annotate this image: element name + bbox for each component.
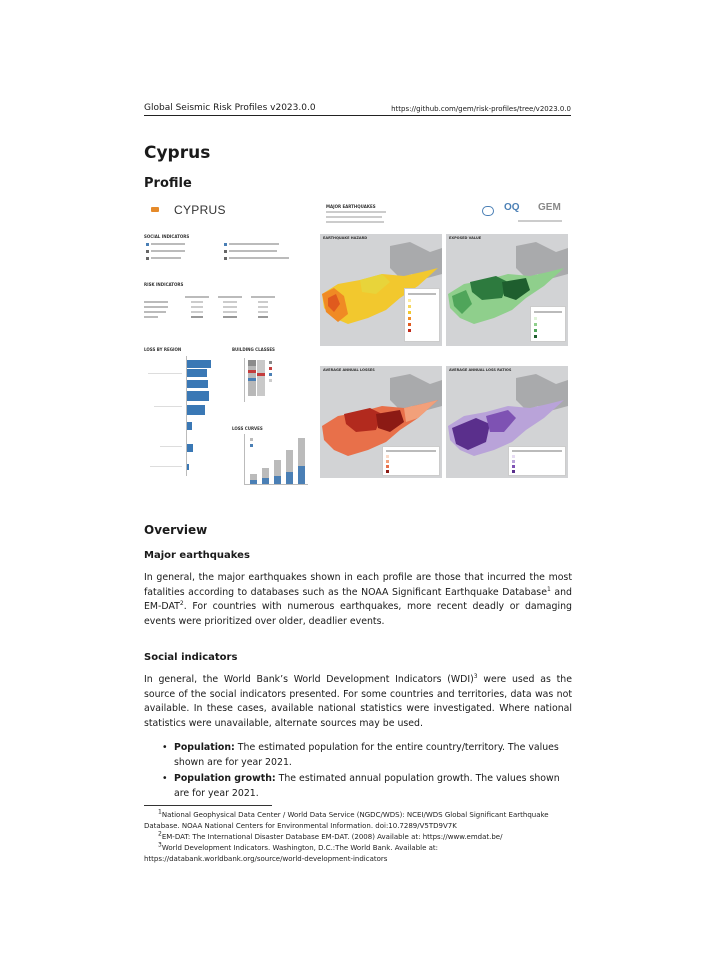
aalr-map-title: AVERAGE ANNUAL LOSS RATIOS bbox=[449, 368, 512, 372]
exposed-value-map bbox=[446, 234, 568, 346]
building-class-segment bbox=[257, 360, 265, 396]
loss-curves-heading: LOSS CURVES bbox=[232, 426, 263, 431]
legend-swatch bbox=[250, 438, 253, 441]
earthquake-entry bbox=[326, 221, 384, 223]
loss-curve-bar bbox=[262, 478, 269, 484]
legend-swatch bbox=[269, 379, 272, 382]
header-title: Global Seismic Risk Profiles v2023.0.0 bbox=[144, 103, 316, 113]
social-indicator-item bbox=[224, 242, 279, 246]
region-bar bbox=[187, 369, 207, 377]
header-url[interactable]: https://github.com/gem/risk-profiles/tree/v2023.0.0 bbox=[391, 105, 571, 113]
globe-icon bbox=[482, 206, 494, 216]
social-indicator-item bbox=[224, 256, 289, 260]
flag-icon bbox=[151, 207, 159, 212]
legend-swatch bbox=[269, 367, 272, 370]
region-bar bbox=[187, 360, 211, 368]
hazard-map-title: EARTHQUAKE HAZARD bbox=[323, 236, 368, 240]
region-label bbox=[150, 466, 182, 467]
profile-heading: Profile bbox=[144, 176, 192, 191]
earthquake-entry bbox=[326, 211, 386, 213]
loss-curves-axis bbox=[244, 434, 245, 484]
social-indicator-item bbox=[146, 256, 181, 260]
region-bar bbox=[187, 422, 192, 430]
risk-indicators-heading: RISK INDICATORS bbox=[144, 282, 184, 287]
social-indicators-heading: SOCIAL INDICATORS bbox=[144, 234, 190, 239]
loss-curve-bar bbox=[250, 480, 257, 484]
building-classes-axis bbox=[244, 358, 245, 402]
region-bar bbox=[187, 391, 209, 401]
building-class-segment bbox=[248, 370, 256, 373]
page-title: Cyprus bbox=[144, 143, 211, 163]
aalr-map-legend bbox=[508, 446, 566, 476]
social-indicators-subheading: Social indicators bbox=[144, 652, 238, 663]
major-earthquakes-paragraph: In general, the major earthquakes shown in each profile are those that incurred the most fatalities according to databases such as the NOAA Significant Earthquake Database$^1$ and EM-DAT$^2$. For countries with numerous earthquakes, more recent deadly or damaging events were prioritized over older, deadlier events. bbox=[144, 572, 572, 627]
major-earthquakes-heading: MAJOR EARTHQUAKES bbox=[326, 204, 376, 209]
legend-swatch bbox=[250, 444, 253, 447]
footnote-1: $^1$National Geophysical Data Center / World Data Service (NGDC/WDS): NCEI/WDS Global Significant Earthquake Database. NOAA National Centers for Environmental Information. doi:10.7289/V5TD9V7K bbox=[144, 808, 549, 830]
list-item: • Population growth: The estimated annual population growth. The values shown are for year 2021. bbox=[160, 772, 572, 801]
footnote-3: $^3$World Development Indicators. Washington, D.C.:The World Bank. Available at: https://databank.worldbank.org/source/world-development-indicators bbox=[144, 841, 439, 863]
infographic-left-panel bbox=[144, 198, 312, 492]
running-header bbox=[144, 102, 571, 116]
hazard-map bbox=[320, 234, 442, 346]
social-indicator-item bbox=[224, 249, 277, 253]
footnote-ref-1[interactable]: 1 bbox=[546, 585, 551, 593]
infographic-right-panel bbox=[316, 198, 572, 492]
gem-logo: GEM bbox=[538, 202, 561, 213]
building-class-segment bbox=[257, 373, 265, 376]
building-classes-heading: BUILDING CLASSES bbox=[232, 347, 275, 352]
overview-heading: Overview bbox=[144, 523, 208, 537]
average-annual-loss-ratios-map bbox=[446, 366, 568, 478]
social-indicators-list bbox=[160, 741, 572, 803]
footnote-2: $^2$EM-DAT: The International Disaster Database EM-DAT. (2008) Available at: https://www.emdat.be/ bbox=[158, 830, 503, 841]
hazard-map-legend bbox=[404, 288, 440, 342]
region-bar bbox=[187, 444, 193, 452]
major-earthquakes-subheading: Major earthquakes bbox=[144, 550, 250, 561]
exposed-value-map-title: EXPOSED VALUE bbox=[449, 236, 482, 240]
infographic-country-name: CYPRUS bbox=[174, 203, 226, 217]
loss-curve-bar bbox=[286, 472, 293, 484]
region-label bbox=[160, 446, 182, 447]
region-bar bbox=[187, 405, 205, 415]
legend-swatch bbox=[269, 361, 272, 364]
loss-by-region-heading: LOSS BY REGION bbox=[144, 347, 182, 352]
average-annual-losses-map bbox=[320, 366, 442, 478]
profile-infographic bbox=[144, 198, 572, 492]
list-item: • Population: The estimated population for the entire country/territory. The values shown are for year 2021. bbox=[160, 741, 572, 770]
footnotes bbox=[144, 810, 572, 865]
legend-swatch bbox=[269, 373, 272, 376]
aal-map-legend bbox=[382, 446, 440, 476]
license-text bbox=[518, 220, 562, 222]
risk-indicators-table bbox=[144, 294, 312, 319]
loss-curve-bar bbox=[274, 476, 281, 484]
footnote-ref-3[interactable]: 3 bbox=[473, 672, 478, 680]
loss-curve-bar bbox=[298, 466, 305, 484]
footnote-ref-2[interactable]: 2 bbox=[179, 600, 184, 608]
region-label bbox=[148, 373, 182, 374]
loss-curves-axis bbox=[244, 484, 308, 485]
earthquake-entry bbox=[326, 216, 382, 218]
social-indicator-item bbox=[146, 249, 185, 253]
region-bar bbox=[187, 380, 208, 388]
region-bar bbox=[187, 464, 189, 470]
exposed-value-legend bbox=[530, 306, 566, 342]
footnote-divider bbox=[144, 805, 272, 806]
social-indicators-paragraph: In general, the World Bank’s World Development Indicators (WDI)$^3$ were used as the source of the social indicators presented. For some countries and territories, data was not available. In these cases, available national statistics were investigated. Where national statistics were unavailable, alternate sources may be used. bbox=[144, 672, 572, 729]
aal-map-title: AVERAGE ANNUAL LOSSES bbox=[323, 368, 375, 372]
region-label bbox=[154, 406, 182, 407]
social-indicator-item bbox=[146, 242, 185, 246]
openquake-logo: OQ bbox=[504, 202, 520, 213]
building-class-segment bbox=[248, 378, 256, 381]
